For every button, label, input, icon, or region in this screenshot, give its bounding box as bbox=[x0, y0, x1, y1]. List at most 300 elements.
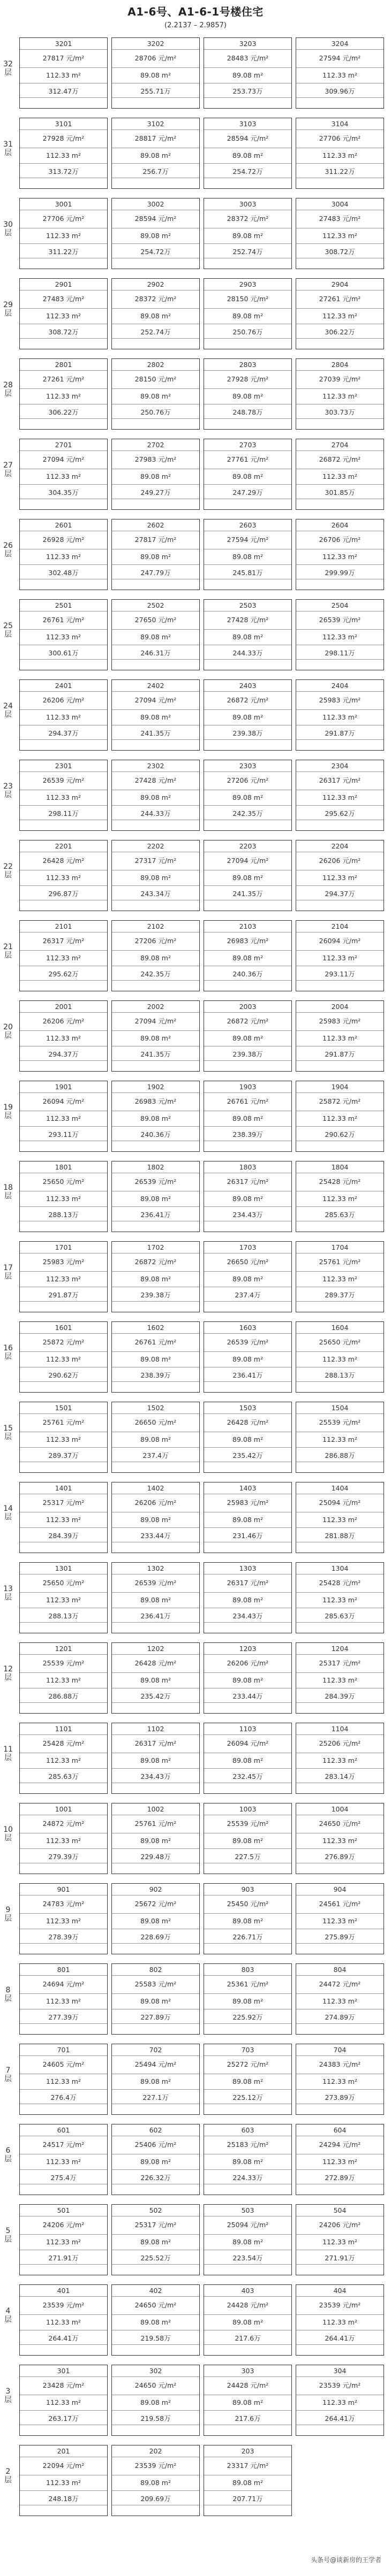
unit-area: 112.33 m² bbox=[322, 392, 357, 400]
unit-price: 26650 元/m² bbox=[227, 1258, 269, 1266]
unit-room-number: 701 bbox=[57, 2046, 70, 2054]
cell-divider bbox=[112, 2023, 199, 2024]
unit-area: 89.08 m² bbox=[232, 1275, 263, 1283]
floor-label: 21层 bbox=[3, 943, 13, 960]
unit-total-price: 242.35万 bbox=[140, 970, 171, 978]
unit-room-number: 2901 bbox=[55, 280, 72, 288]
cell-divider bbox=[204, 1126, 291, 1127]
cell-divider bbox=[204, 308, 291, 309]
unit-area: 112.33 m² bbox=[322, 472, 357, 480]
cell-divider bbox=[20, 338, 107, 339]
cell-divider bbox=[112, 49, 199, 50]
unit-area: 112.33 m² bbox=[322, 1195, 357, 1203]
unit-room-number: 1601 bbox=[55, 1324, 72, 1332]
cell-divider bbox=[20, 1527, 107, 1528]
cell-divider bbox=[112, 2376, 199, 2377]
unit-room-number: 1301 bbox=[55, 1564, 72, 1572]
unit-area: 112.33 m² bbox=[46, 793, 81, 801]
cell-divider bbox=[204, 290, 291, 291]
unit-cell bbox=[204, 1562, 292, 1633]
unit-price: 23539 元/m² bbox=[42, 2301, 85, 2309]
unit-area: 112.33 m² bbox=[322, 312, 357, 320]
unit-room-number: 2302 bbox=[147, 762, 164, 770]
unit-area: 89.08 m² bbox=[140, 2318, 171, 2326]
unit-cell bbox=[111, 1883, 200, 1954]
unit-area: 89.08 m² bbox=[232, 1837, 263, 1845]
cell-divider bbox=[20, 2490, 107, 2491]
unit-price: 26539 元/m² bbox=[42, 776, 85, 784]
unit-area: 112.33 m² bbox=[46, 954, 81, 962]
cell-divider bbox=[20, 308, 107, 309]
unit-total-price: 283.14万 bbox=[325, 1772, 355, 1780]
cell-divider bbox=[112, 2314, 199, 2315]
unit-total-price: 250.76万 bbox=[140, 408, 171, 416]
unit-total-price: 225.52万 bbox=[140, 2254, 171, 2262]
unit-total-price: 233.44万 bbox=[140, 1532, 171, 1540]
unit-total-price: 306.22万 bbox=[325, 328, 355, 336]
unit-price: 24561 元/m² bbox=[319, 1900, 361, 1908]
cell-divider bbox=[204, 885, 291, 886]
unit-area: 112.33 m² bbox=[322, 1435, 357, 1443]
floor-label: 2层 bbox=[4, 2467, 12, 2485]
cell-divider bbox=[20, 805, 107, 806]
unit-total-price: 278.39万 bbox=[48, 1933, 79, 1941]
watermark: 头条号@谈新房的王学者 bbox=[310, 2556, 381, 2564]
cell-divider bbox=[112, 1126, 199, 1127]
unit-area: 89.08 m² bbox=[232, 71, 263, 79]
unit-area: 89.08 m² bbox=[140, 1997, 171, 2005]
unit-cell bbox=[296, 1642, 384, 1714]
unit-room-number: 2802 bbox=[147, 361, 164, 369]
cell-divider bbox=[20, 1351, 107, 1352]
cell-divider bbox=[204, 691, 291, 692]
cell-divider bbox=[296, 1447, 384, 1448]
cell-divider bbox=[20, 1768, 107, 1769]
cell-divider bbox=[204, 1301, 291, 1302]
cell-divider bbox=[20, 1271, 107, 1272]
cell-divider bbox=[20, 2089, 107, 2090]
unit-total-price: 237.4万 bbox=[142, 1451, 169, 1459]
cell-divider bbox=[112, 1975, 199, 1976]
unit-cell bbox=[204, 1482, 292, 1553]
cell-divider bbox=[112, 290, 199, 291]
unit-room-number: 2603 bbox=[239, 521, 257, 529]
cell-divider bbox=[296, 1206, 384, 1207]
unit-total-price: 288.13万 bbox=[48, 1612, 79, 1620]
unit-room-number: 1903 bbox=[239, 1083, 257, 1091]
cell-divider bbox=[204, 564, 291, 565]
unit-room-number: 2003 bbox=[239, 1003, 257, 1011]
cell-divider bbox=[204, 2296, 291, 2297]
unit-price: 25650 元/m² bbox=[319, 1338, 361, 1346]
cell-divider bbox=[20, 1092, 107, 1093]
cell-divider bbox=[20, 564, 107, 565]
cell-divider bbox=[296, 1734, 384, 1735]
cell-divider bbox=[112, 1672, 199, 1673]
cell-divider bbox=[296, 308, 384, 309]
floor-label: 27层 bbox=[3, 461, 13, 478]
unit-cell bbox=[204, 2284, 292, 2356]
unit-cell bbox=[204, 599, 292, 670]
unit-total-price: 225.12万 bbox=[232, 2093, 263, 2101]
unit-cell bbox=[19, 1000, 108, 1072]
unit-cell bbox=[19, 2284, 108, 2356]
unit-total-price: 227.89万 bbox=[140, 2013, 171, 2021]
unit-cell bbox=[19, 198, 108, 269]
unit-price: 24605 元/m² bbox=[42, 2060, 85, 2068]
cell-divider bbox=[296, 2169, 384, 2170]
cell-divider bbox=[296, 1622, 384, 1623]
unit-cell bbox=[19, 1321, 108, 1393]
unit-cell bbox=[111, 1723, 200, 1794]
unit-total-price: 275.89万 bbox=[325, 1933, 355, 1941]
cell-divider bbox=[204, 450, 291, 451]
unit-cell bbox=[204, 2365, 292, 2436]
cell-divider bbox=[296, 2023, 384, 2024]
unit-room-number: 2502 bbox=[147, 601, 164, 609]
unit-room-number: 1503 bbox=[239, 1404, 257, 1412]
unit-total-price: 306.22万 bbox=[48, 408, 79, 416]
unit-total-price: 295.62万 bbox=[48, 970, 79, 978]
unit-room-number: 2303 bbox=[239, 762, 257, 770]
floor-label: 20层 bbox=[3, 1023, 13, 1040]
unit-room-number: 302 bbox=[149, 2367, 162, 2375]
unit-area: 112.33 m² bbox=[322, 874, 357, 882]
unit-total-price: 241.35万 bbox=[232, 890, 263, 898]
unit-cell bbox=[19, 358, 108, 430]
cell-divider bbox=[20, 2169, 107, 2170]
unit-cell bbox=[296, 1723, 384, 1794]
unit-room-number: 2602 bbox=[147, 521, 164, 529]
unit-price: 26317 元/m² bbox=[319, 776, 361, 784]
unit-price: 26872 元/m² bbox=[134, 1258, 177, 1266]
unit-area: 112.33 m² bbox=[46, 1435, 81, 1443]
unit-price: 25272 元/m² bbox=[227, 2060, 269, 2068]
unit-cell bbox=[204, 1241, 292, 1312]
unit-cell bbox=[111, 118, 200, 189]
cell-divider bbox=[112, 950, 199, 951]
unit-total-price: 271.91万 bbox=[48, 2254, 79, 2262]
cell-divider bbox=[204, 709, 291, 710]
floor-label: 30层 bbox=[3, 220, 13, 238]
unit-cell bbox=[296, 1963, 384, 2035]
cell-divider bbox=[20, 484, 107, 485]
cell-divider bbox=[204, 1030, 291, 1031]
unit-room-number: 202 bbox=[149, 2447, 162, 2455]
floor-label: 7层 bbox=[4, 2066, 12, 2083]
unit-area: 89.08 m² bbox=[232, 2238, 263, 2246]
unit-room-number: 1703 bbox=[239, 1243, 257, 1251]
cell-divider bbox=[296, 1527, 384, 1528]
unit-room-number: 1102 bbox=[147, 1725, 164, 1733]
unit-price: 27483 元/m² bbox=[42, 295, 85, 303]
unit-price: 25983 元/m² bbox=[319, 1017, 361, 1025]
unit-room-number: 3001 bbox=[55, 200, 72, 208]
unit-area: 89.08 m² bbox=[232, 1917, 263, 1925]
cell-divider bbox=[296, 564, 384, 565]
unit-cell bbox=[204, 2124, 292, 2195]
cell-divider bbox=[20, 290, 107, 291]
unit-room-number: 1802 bbox=[147, 1163, 164, 1171]
unit-price: 25183 元/m² bbox=[227, 2141, 269, 2149]
unit-price: 26094 元/m² bbox=[319, 937, 361, 945]
unit-cell bbox=[296, 2204, 384, 2275]
unit-room-number: 1901 bbox=[55, 1083, 72, 1091]
cell-divider bbox=[204, 2234, 291, 2235]
unit-cell bbox=[296, 1883, 384, 1954]
unit-room-number: 3203 bbox=[239, 40, 257, 48]
cell-divider bbox=[112, 308, 199, 309]
cell-divider bbox=[20, 1702, 107, 1703]
unit-total-price: 239.38万 bbox=[140, 1291, 171, 1299]
unit-area: 112.33 m² bbox=[46, 1837, 81, 1845]
cell-divider bbox=[20, 1734, 107, 1735]
unit-area: 112.33 m² bbox=[322, 1837, 357, 1845]
unit-price: 26206 元/m² bbox=[42, 1017, 85, 1025]
unit-total-price: 264.41万 bbox=[325, 2414, 355, 2422]
unit-area: 112.33 m² bbox=[322, 1275, 357, 1283]
unit-total-price: 275.4万 bbox=[50, 2174, 77, 2182]
unit-price: 27039 元/m² bbox=[319, 375, 361, 383]
unit-total-price: 234.43万 bbox=[140, 1772, 171, 1780]
unit-total-price: 303.73万 bbox=[325, 408, 355, 416]
unit-price: 26983 元/m² bbox=[227, 937, 269, 945]
unit-price: 27983 元/m² bbox=[134, 455, 177, 463]
unit-room-number: 2501 bbox=[55, 601, 72, 609]
unit-price: 26206 元/m² bbox=[134, 1499, 177, 1507]
cell-divider bbox=[112, 2264, 199, 2265]
unit-room-number: 1502 bbox=[147, 1404, 164, 1412]
cell-divider bbox=[204, 980, 291, 981]
cell-divider bbox=[204, 2376, 291, 2377]
unit-area: 112.33 m² bbox=[322, 1355, 357, 1363]
cell-divider bbox=[204, 418, 291, 419]
unit-room-number: 1202 bbox=[147, 1645, 164, 1653]
unit-area: 89.08 m² bbox=[232, 1114, 263, 1122]
unit-total-price: 239.38万 bbox=[232, 1050, 263, 1058]
unit-room-number: 303 bbox=[241, 2367, 254, 2375]
unit-price: 26206 元/m² bbox=[319, 857, 361, 865]
unit-area: 112.33 m² bbox=[322, 1034, 357, 1042]
unit-area: 112.33 m² bbox=[322, 1596, 357, 1604]
unit-price: 25317 元/m² bbox=[319, 1659, 361, 1667]
unit-area: 89.08 m² bbox=[140, 1034, 171, 1042]
unit-area: 89.08 m² bbox=[140, 472, 171, 480]
unit-cell bbox=[111, 1241, 200, 1312]
floor-label: 8层 bbox=[4, 1986, 12, 2003]
unit-room-number: 2104 bbox=[331, 922, 349, 930]
cell-divider bbox=[20, 2376, 107, 2377]
unit-total-price: 223.54万 bbox=[232, 2254, 263, 2262]
unit-price: 24650 元/m² bbox=[134, 2301, 177, 2309]
unit-room-number: 1604 bbox=[331, 1324, 349, 1332]
cell-divider bbox=[20, 1943, 107, 1944]
unit-cell bbox=[19, 278, 108, 349]
unit-price: 26206 元/m² bbox=[42, 696, 85, 704]
unit-area: 89.08 m² bbox=[140, 954, 171, 962]
floor-label: 23层 bbox=[3, 782, 13, 799]
unit-room-number: 904 bbox=[333, 1885, 347, 1893]
unit-room-number: 3003 bbox=[239, 200, 257, 208]
unit-room-number: 2204 bbox=[331, 842, 349, 850]
cell-divider bbox=[20, 450, 107, 451]
unit-cell bbox=[204, 1963, 292, 2035]
floor-label: 31层 bbox=[3, 140, 13, 157]
cell-divider bbox=[204, 2314, 291, 2315]
cell-divider bbox=[112, 1943, 199, 1944]
cell-divider bbox=[204, 97, 291, 98]
unit-total-price: 228.69万 bbox=[140, 1933, 171, 1941]
unit-price: 26428 元/m² bbox=[42, 857, 85, 865]
unit-total-price: 253.73万 bbox=[232, 87, 263, 95]
unit-price: 25094 元/m² bbox=[319, 1499, 361, 1507]
unit-area: 89.08 m² bbox=[140, 1756, 171, 1764]
unit-price: 23428 元/m² bbox=[42, 2381, 85, 2389]
unit-total-price: 264.41万 bbox=[48, 2334, 79, 2342]
cell-divider bbox=[204, 2410, 291, 2411]
unit-room-number: 2504 bbox=[331, 601, 349, 609]
unit-price: 26206 元/m² bbox=[227, 1659, 269, 1667]
cell-divider bbox=[204, 1413, 291, 1414]
unit-price: 26928 元/m² bbox=[42, 536, 85, 544]
unit-price: 27094 元/m² bbox=[134, 1017, 177, 1025]
cell-divider bbox=[112, 1333, 199, 1334]
unit-price: 27928 元/m² bbox=[42, 134, 85, 142]
floor-label: 11层 bbox=[3, 1745, 13, 1762]
cell-divider bbox=[296, 950, 384, 951]
unit-total-price: 299.99万 bbox=[325, 569, 355, 577]
unit-area: 112.33 m² bbox=[46, 1516, 81, 1524]
unit-area: 112.33 m² bbox=[322, 793, 357, 801]
unit-cell bbox=[296, 1482, 384, 1553]
cell-divider bbox=[296, 484, 384, 485]
unit-area: 112.33 m² bbox=[322, 2318, 357, 2326]
cell-divider bbox=[296, 2234, 384, 2235]
unit-cell bbox=[111, 1402, 200, 1473]
unit-price: 25761 元/m² bbox=[42, 1418, 85, 1426]
unit-area: 89.08 m² bbox=[232, 472, 263, 480]
cell-divider bbox=[204, 1734, 291, 1735]
unit-room-number: 2902 bbox=[147, 280, 164, 288]
unit-area: 112.33 m² bbox=[46, 1355, 81, 1363]
floor-label: 32层 bbox=[3, 60, 13, 77]
unit-total-price: 291.87万 bbox=[325, 729, 355, 737]
unit-room-number: 2002 bbox=[147, 1003, 164, 1011]
unit-total-price: 291.87万 bbox=[325, 1050, 355, 1058]
unit-room-number: 3202 bbox=[147, 40, 164, 48]
unit-area: 89.08 m² bbox=[140, 1596, 171, 1604]
unit-area: 112.33 m² bbox=[46, 71, 81, 79]
unit-room-number: 802 bbox=[149, 1966, 162, 1974]
unit-room-number: 902 bbox=[149, 1885, 162, 1893]
unit-price: 26761 元/m² bbox=[134, 1338, 177, 1346]
unit-total-price: 284.39万 bbox=[325, 1692, 355, 1700]
cell-divider bbox=[204, 1672, 291, 1673]
cell-divider bbox=[112, 2344, 199, 2345]
cell-divider bbox=[296, 1012, 384, 1013]
unit-area: 112.33 m² bbox=[46, 1034, 81, 1042]
unit-room-number: 3201 bbox=[55, 40, 72, 48]
unit-price: 26539 元/m² bbox=[227, 1338, 269, 1346]
unit-area: 89.08 m² bbox=[232, 1034, 263, 1042]
cell-divider bbox=[296, 629, 384, 630]
unit-cell bbox=[19, 2124, 108, 2195]
cell-divider bbox=[20, 1301, 107, 1302]
cell-divider bbox=[112, 885, 199, 886]
unit-room-number: 1204 bbox=[331, 1645, 349, 1653]
cell-divider bbox=[20, 1913, 107, 1914]
unit-total-price: 284.39万 bbox=[48, 1532, 79, 1540]
unit-cell bbox=[204, 1402, 292, 1473]
cell-divider bbox=[204, 659, 291, 660]
unit-room-number: 704 bbox=[333, 2046, 347, 2054]
unit-price: 25539 元/m² bbox=[42, 1659, 85, 1667]
unit-room-number: 1902 bbox=[147, 1083, 164, 1091]
unit-room-number: 602 bbox=[149, 2126, 162, 2134]
cell-divider bbox=[20, 2296, 107, 2297]
unit-total-price: 289.37万 bbox=[48, 1451, 79, 1459]
unit-room-number: 1704 bbox=[331, 1243, 349, 1251]
unit-area: 89.08 m² bbox=[232, 2398, 263, 2406]
unit-room-number: 803 bbox=[241, 1966, 254, 1974]
unit-price: 24650 元/m² bbox=[319, 1820, 361, 1828]
unit-room-number: 3104 bbox=[331, 120, 349, 128]
cell-divider bbox=[112, 2296, 199, 2297]
unit-room-number: 304 bbox=[333, 2367, 347, 2375]
floor-label: 18层 bbox=[3, 1183, 13, 1201]
unit-total-price: 217.6万 bbox=[235, 2414, 261, 2422]
unit-total-price: 217.6万 bbox=[235, 2334, 261, 2342]
unit-cell bbox=[111, 1642, 200, 1714]
unit-cell bbox=[111, 2044, 200, 2115]
unit-cell bbox=[111, 358, 200, 430]
cell-divider bbox=[112, 564, 199, 565]
unit-total-price: 311.22万 bbox=[325, 167, 355, 175]
cell-divider bbox=[204, 2344, 291, 2345]
unit-price: 25983 元/m² bbox=[319, 696, 361, 704]
cell-divider bbox=[20, 2055, 107, 2056]
unit-room-number: 1501 bbox=[55, 1404, 72, 1412]
unit-area: 112.33 m² bbox=[46, 472, 81, 480]
unit-area: 89.08 m² bbox=[232, 2077, 263, 2085]
unit-room-number: 1303 bbox=[239, 1564, 257, 1572]
unit-area: 112.33 m² bbox=[46, 2318, 81, 2326]
cell-divider bbox=[204, 1447, 291, 1448]
floor-label: 24层 bbox=[3, 702, 13, 719]
cell-divider bbox=[112, 1012, 199, 1013]
unit-cell bbox=[19, 37, 108, 109]
cell-divider bbox=[296, 290, 384, 291]
unit-room-number: 2404 bbox=[331, 682, 349, 690]
cell-divider bbox=[296, 2344, 384, 2345]
unit-room-number: 2704 bbox=[331, 441, 349, 449]
unit-room-number: 401 bbox=[57, 2287, 70, 2295]
cell-divider bbox=[296, 243, 384, 244]
unit-cell bbox=[19, 1963, 108, 2035]
unit-price: 27094 元/m² bbox=[227, 857, 269, 865]
unit-area: 112.33 m² bbox=[322, 2077, 357, 2085]
cell-divider bbox=[296, 1993, 384, 1994]
unit-total-price: 309.96万 bbox=[325, 87, 355, 95]
cell-divider bbox=[20, 1993, 107, 1994]
unit-cell bbox=[204, 439, 292, 510]
unit-cell bbox=[111, 2124, 200, 2195]
unit-room-number: 801 bbox=[57, 1966, 70, 1974]
floor-label: 10层 bbox=[3, 1825, 13, 1843]
unit-room-number: 1004 bbox=[331, 1805, 349, 1813]
unit-total-price: 285.63万 bbox=[325, 1211, 355, 1219]
unit-room-number: 901 bbox=[57, 1885, 70, 1893]
